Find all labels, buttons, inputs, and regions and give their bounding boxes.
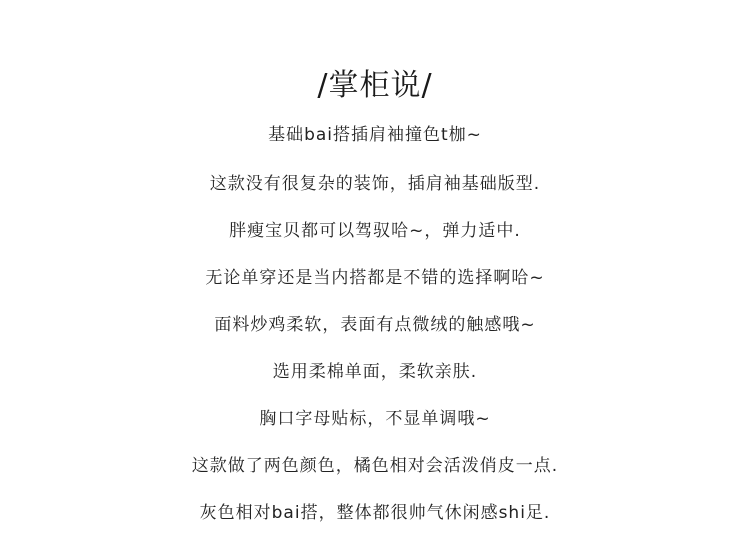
- description-line: 胸口字母贴标，不显单调哦~: [259, 409, 491, 429]
- description-line: 灰色相对bai搭，整体都很帅气休闲感shi足.: [199, 503, 551, 523]
- description-line: 无论单穿还是当内搭都是不错的选择啊哈~: [205, 268, 545, 288]
- section-title: /掌柜说/: [317, 68, 433, 103]
- description-line: 这款没有很复杂的装饰，插肩袖基础版型.: [209, 174, 541, 194]
- description-line: 这款做了两色颜色，橘色相对会活泼俏皮一点.: [191, 456, 559, 476]
- description-line: 面料炒鸡柔软，表面有点微绒的触感哦~: [214, 315, 536, 335]
- description-line: 胖瘦宝贝都可以驾驭哈~，弹力适中.: [229, 221, 521, 241]
- description-line: 选用柔棉单面，柔软亲肤.: [272, 362, 478, 382]
- description-line: 基础bai搭插肩袖撞色t枷~: [268, 125, 482, 145]
